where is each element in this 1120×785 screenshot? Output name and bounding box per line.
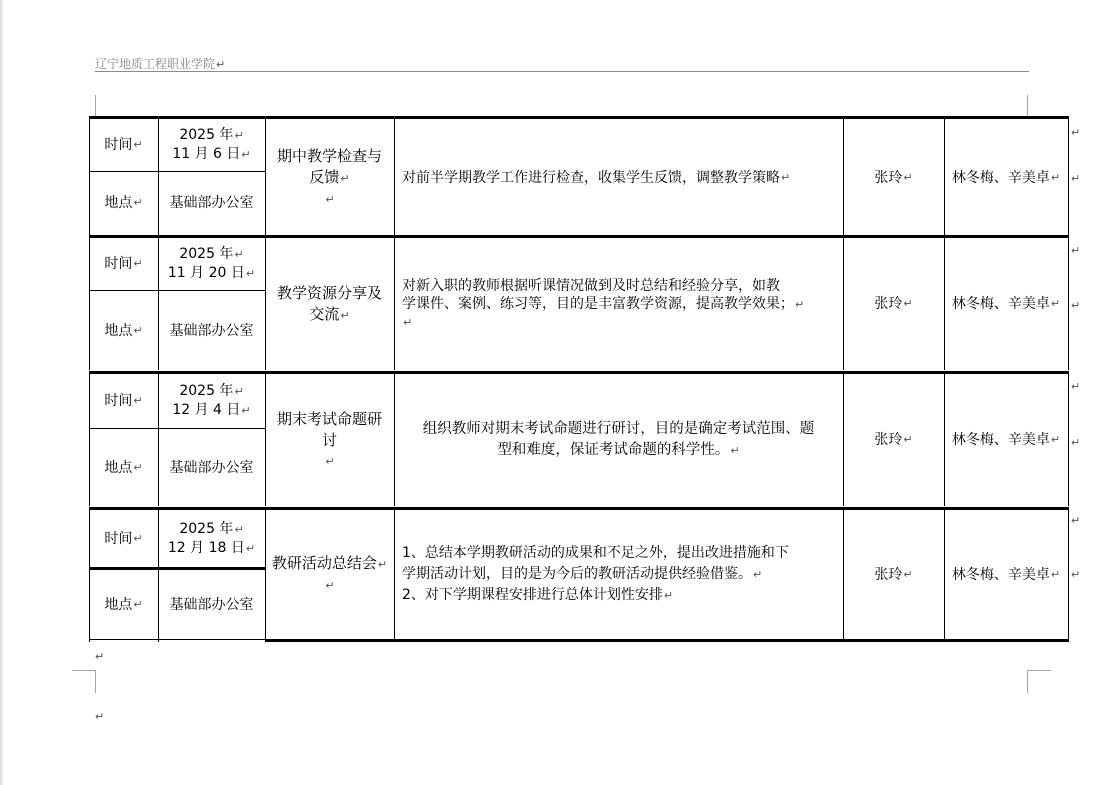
table-row: [89, 371, 1069, 506]
time-label: 时间 ↵: [104, 256, 143, 272]
row-end-mark: ↵: [1071, 126, 1081, 139]
row-end-mark: ↵: [1071, 244, 1081, 257]
place-cell: 基础部办公室: [169, 459, 254, 476]
margin-corner-top-right: [1027, 95, 1028, 117]
table-row: [89, 116, 1069, 237]
place-cell: 基础部办公室: [169, 596, 254, 613]
topic-cell: 教研活动总结会↵ ↵: [271, 554, 388, 592]
place-label: 地点 ↵: [104, 195, 143, 211]
row-end-mark: ↵: [1071, 380, 1081, 393]
header-institution: 辽宁地质工程职业学院: [95, 57, 216, 71]
description-cell: 1、总结本学期教研活动的成果和不足之外，提出改进措施和下 学期活动计划，目的是为今后的教研活动提供经验借鉴。↵ 2、对下学期课程安排进行总体计划性安排↵: [402, 545, 789, 603]
date-cell: 2025 年↵ 12 月 4 日↵: [172, 383, 251, 418]
row-end-mark: ↵: [1071, 172, 1081, 185]
host-cell: 张玲 ↵: [874, 566, 913, 583]
paragraph-mark: ↵: [95, 710, 105, 723]
host-cell: 张玲 ↵: [874, 432, 913, 448]
place-label: 地点 ↵: [104, 459, 143, 476]
date-cell: 2025 年↵ 11 月 20 日↵: [167, 246, 256, 281]
host-cell: 张玲 ↵: [874, 170, 913, 186]
place-label: 地点 ↵: [104, 322, 143, 339]
paragraph-mark: ↵: [95, 650, 105, 663]
topic-cell: 教学资源分享及 交流↵: [276, 283, 382, 323]
row-end-mark: ↵: [1071, 568, 1081, 581]
page-header: [95, 55, 225, 72]
row-end-mark: ↵: [1071, 514, 1081, 527]
date-cell: 2025 年↵ 11 月 6 日↵: [172, 127, 251, 162]
table-bottom-border: [266, 639, 1069, 642]
participants-cell: 林冬梅、辛美卓 ↵: [951, 296, 1061, 312]
description-cell: 组织教师对期末考试命题进行研讨，目的是确定考试范围、题 型和难度，保证考试命题的科学性。↵: [422, 421, 815, 458]
host-cell: 张玲 ↵: [874, 296, 913, 312]
topic-cell: 期中教学检查与 反馈↵ ↵: [276, 147, 382, 206]
time-label: 时间 ↵: [104, 530, 143, 547]
margin-corner-bottom-left: [72, 670, 96, 693]
place-cell: 基础部办公室: [169, 195, 254, 211]
row-end-mark: ↵: [1071, 299, 1081, 312]
table-row: [89, 507, 1069, 642]
description-cell: 对前半学期教学工作进行检查，收集学生反馈，调整教学策略 ↵: [402, 170, 791, 186]
participants-cell: 林冬梅、辛美卓 ↵: [951, 170, 1061, 186]
margin-corner-top-left: [95, 95, 96, 117]
time-label: 时间 ↵: [104, 137, 143, 153]
topic-cell: 期末考试命题研 讨 ↵: [276, 409, 382, 468]
date-cell: 2025 年↵ 12 月 18 日↵: [167, 520, 256, 556]
description-cell: 对新入职的教师根据听课情况做到及时总结和经验分享，如教 学课件、案例、练习等，目的是丰富教学资源，提高教学效果；↵ ↵: [402, 277, 805, 329]
place-cell: 基础部办公室: [169, 322, 254, 339]
participants-cell: 林冬梅、辛美卓 ↵: [951, 432, 1061, 448]
margin-corner-bottom-right: [1027, 670, 1051, 693]
place-label: 地点 ↵: [104, 596, 143, 613]
participants-cell: 林冬梅、辛美卓 ↵: [951, 566, 1061, 583]
header-rule: [95, 71, 1029, 72]
paragraph-mark: ↵: [216, 58, 226, 71]
page-edge-shadow: [0, 0, 4, 785]
table-row: [89, 235, 1069, 370]
row-end-mark: ↵: [1071, 436, 1081, 449]
time-label: 时间 ↵: [104, 393, 143, 409]
